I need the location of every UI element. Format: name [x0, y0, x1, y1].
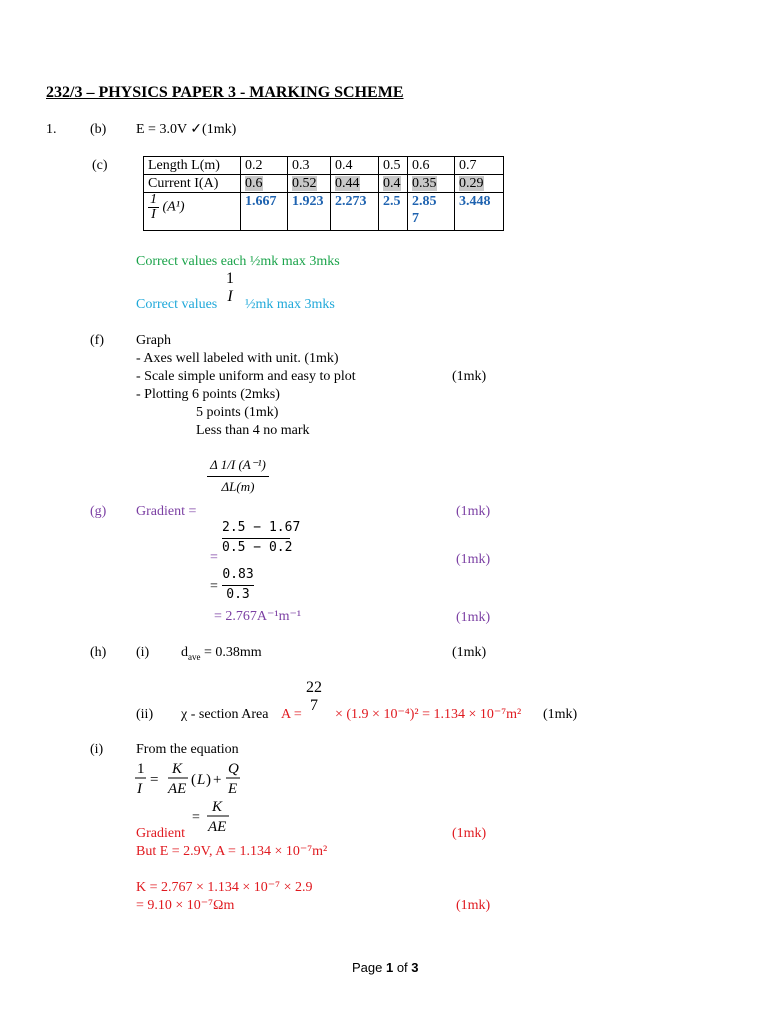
footer-text: of — [393, 960, 412, 975]
gradient-step-2 — [222, 568, 254, 603]
gradient-equals-k-over-ae — [205, 796, 231, 836]
k-result: = 9.10 × 10⁻⁷Ωm — [136, 898, 235, 913]
part-g-label: (g) — [90, 504, 107, 519]
frac-denominator: 0.5 − 0.2 — [222, 539, 293, 555]
table-cell — [331, 175, 379, 193]
mark: (1mk) — [456, 504, 491, 519]
footer-text: Page — [352, 960, 386, 975]
svg-text:=: = — [150, 772, 159, 788]
part-h-i-label: (i) — [136, 645, 150, 660]
k-calculation: K = 2.767 × 1.134 × 10⁻⁷ × 2.9 — [136, 880, 313, 895]
table-cell — [241, 175, 288, 193]
value: = 0.38mm — [200, 645, 262, 660]
mark: (1mk) — [452, 369, 487, 384]
correct-values-note: Correct values each ½mk max 3mks — [136, 254, 340, 269]
table-cell: 0.7 — [455, 157, 504, 175]
svg-text:AE: AE — [168, 781, 187, 797]
pi-fraction — [306, 679, 322, 715]
svg-text:K: K — [212, 799, 223, 815]
table-cell: 2.273 — [331, 193, 379, 231]
part-b-label: (b) — [90, 122, 107, 137]
table-row — [144, 157, 504, 175]
page-footer — [352, 961, 419, 976]
current-page: 1 — [385, 960, 394, 975]
frac-denominator: I — [227, 288, 233, 305]
table-cell: 1.923 — [288, 193, 331, 231]
frac-numerator: 1 — [150, 192, 157, 207]
cross-section-text: χ - section Area — [181, 707, 269, 722]
table-cell — [379, 175, 408, 193]
table-cell: 3.448 — [455, 193, 504, 231]
mark: (1mk) — [456, 610, 491, 625]
table-cell: 0.2 — [241, 157, 288, 175]
part-b-answer: E = 3.0V ✓(1mk) — [136, 122, 237, 137]
equation-intro: From the equation — [136, 742, 239, 757]
frac-denominator: 7 — [310, 697, 318, 714]
frac-numerator: 0.83 — [222, 568, 254, 586]
svg-text:Q: Q — [228, 761, 239, 777]
table-cell: Length L(m) — [144, 157, 241, 175]
area-symbol: A = — [281, 707, 302, 722]
main-equation — [134, 758, 250, 798]
mark: (1mk) — [452, 826, 487, 841]
table-cell — [455, 175, 504, 193]
svg-text:K: K — [172, 761, 183, 777]
table-cell — [288, 175, 331, 193]
table-cell: 2.5 — [379, 193, 408, 231]
svg-text:1: 1 — [137, 761, 145, 777]
gradient-result: = 2.767A⁻¹m⁻¹ — [214, 609, 302, 624]
part-h-ii-label: (ii) — [136, 707, 154, 722]
area-calculation: × (1.9 × 10⁻⁴)² = 1.134 × 10⁻⁷m² — [335, 707, 522, 722]
frac-denominator: I — [151, 207, 156, 222]
table-cell: 2.85 7 — [408, 193, 455, 231]
table-cell: 1.667 — [241, 193, 288, 231]
subscript: ave — [188, 651, 201, 662]
frac-numerator: 2.5 − 1.67 — [222, 521, 290, 539]
f-line: - Scale simple uniform and easy to plot — [136, 369, 356, 384]
mark: (1mk) — [456, 552, 491, 567]
f-line: - Axes well labeled with unit. (1mk) — [136, 351, 339, 366]
equals-sign: = — [210, 579, 218, 594]
shaded-value: 0.6 — [245, 176, 263, 191]
frac-numerator: 1 — [226, 270, 234, 287]
gradient-step-1 — [222, 520, 301, 556]
d-symbol: d — [181, 645, 188, 660]
equals-sign: = — [210, 550, 218, 565]
reciprocal-fraction — [226, 270, 234, 306]
reciprocal-current-label — [148, 193, 159, 222]
frac-numerator: Δ 1/I (A⁻¹) — [207, 458, 269, 477]
mark: (1mk) — [456, 898, 491, 913]
gradient-label: Gradient = — [136, 504, 197, 519]
question-number: 1. — [46, 122, 57, 137]
part-i-label: (i) — [90, 742, 104, 757]
table-cell — [408, 175, 455, 193]
svg-text:I: I — [137, 781, 142, 797]
unit-label: (A¹) — [162, 199, 185, 215]
table-cell: 0.4 — [331, 157, 379, 175]
equals-sign: = — [192, 810, 200, 825]
f-line: Graph — [136, 333, 171, 348]
svg-text:+: + — [213, 772, 222, 788]
mark: (1mk) — [452, 645, 487, 660]
table-cell: 0.6 — [408, 157, 455, 175]
frac-denominator: ΔL(m) — [221, 478, 255, 494]
gradient-formula — [207, 458, 269, 495]
shaded-value: 0.29 — [459, 176, 484, 191]
svg-text:L: L — [197, 772, 206, 788]
shaded-value: 0.44 — [335, 176, 360, 191]
f-line: Less than 4 no mark — [196, 423, 310, 438]
page-title: 232/3 – PHYSICS PAPER 3 - MARKING SCHEME — [46, 84, 404, 101]
part-h-label: (h) — [90, 645, 107, 660]
given-values: But E = 2.9V, A = 1.134 × 10⁻⁷m² — [136, 844, 328, 859]
f-line: 5 points (1mk) — [196, 405, 279, 420]
svg-text:AE: AE — [208, 819, 227, 835]
table-cell: Current I(A) — [144, 175, 241, 193]
gradient-label: Gradient — [136, 826, 185, 841]
mark-allocation: ½mk max 3mks — [245, 297, 335, 312]
table-cell: 0.5 — [379, 157, 408, 175]
part-c-label: (c) — [92, 158, 108, 173]
table-row — [144, 193, 504, 231]
frac-denominator: 0.3 — [226, 586, 250, 602]
total-pages: 3 — [411, 960, 419, 975]
svg-text:(: ( — [191, 772, 196, 788]
correct-values-note-2: Correct values — [136, 297, 218, 312]
part-f-label: (f) — [90, 333, 104, 348]
shaded-value: 0.35 — [412, 176, 437, 191]
mark: (1mk) — [543, 707, 578, 722]
table-cell: 0.3 — [288, 157, 331, 175]
results-table — [143, 156, 504, 231]
shaded-value: 0.52 — [292, 176, 317, 191]
table-cell — [144, 193, 241, 231]
svg-text:): ) — [206, 772, 211, 788]
average-diameter — [181, 645, 262, 662]
f-line: - Plotting 6 points (2mks) — [136, 387, 280, 402]
svg-text:E: E — [228, 781, 238, 797]
shaded-value: 0.4 — [383, 176, 401, 191]
table-row — [144, 175, 504, 193]
frac-numerator: 22 — [306, 679, 322, 696]
